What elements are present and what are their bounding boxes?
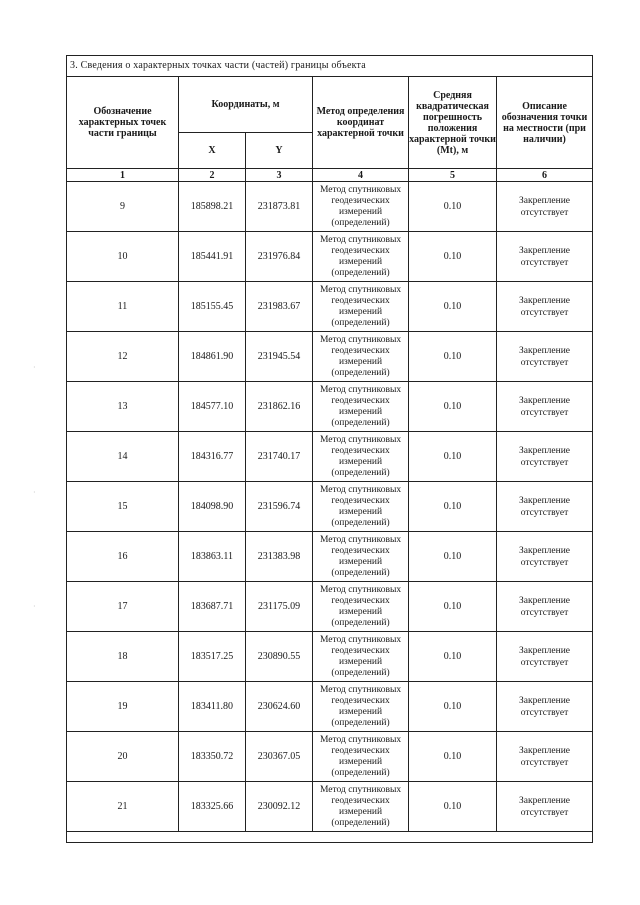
description-cell [497, 782, 593, 832]
coordinate-x: 183411.80 [179, 682, 246, 732]
method-line: измерений [338, 206, 383, 217]
method-line: (определений) [331, 717, 390, 728]
description-line: отсутствует [520, 657, 569, 668]
error-value: 0.10 [409, 282, 497, 332]
point-number: 17 [67, 582, 179, 632]
column-number: 5 [409, 169, 497, 182]
description-cell [497, 332, 593, 382]
coordinate-y: 231862.16 [246, 382, 313, 432]
method-line: Метод спутниковых [319, 734, 402, 745]
coordinate-y: 231175.09 [246, 582, 313, 632]
table-row [67, 232, 593, 282]
method-line: измерений [338, 306, 383, 317]
description-cell [497, 232, 593, 282]
table-row [67, 732, 593, 782]
description-line: Закрепление [519, 595, 570, 606]
error-value: 0.10 [409, 182, 497, 232]
coordinate-x: 185441.91 [179, 232, 246, 282]
error-value: 0.10 [409, 382, 497, 432]
error-value: 0.10 [409, 432, 497, 482]
method-line: измерений [338, 456, 383, 467]
method-line: (определений) [331, 617, 390, 628]
method-line: геодезических [331, 445, 390, 456]
method-cell [313, 432, 409, 482]
point-number: 21 [67, 782, 179, 832]
method-cell [313, 532, 409, 582]
coordinate-y: 231873.81 [246, 182, 313, 232]
coordinate-y: 231945.54 [246, 332, 313, 382]
description-cell [497, 182, 593, 232]
method-cell [313, 382, 409, 432]
error-value: 0.10 [409, 532, 497, 582]
method-cell [313, 782, 409, 832]
table-row [67, 782, 593, 832]
method-line: геодезических [331, 695, 390, 706]
method-line: (определений) [331, 767, 390, 778]
scan-mark: · [33, 363, 36, 372]
method-line: (определений) [331, 367, 390, 378]
column-number: 6 [497, 169, 593, 182]
description-line: Закрепление [519, 695, 570, 706]
point-number: 13 [67, 382, 179, 432]
coordinate-x: 185155.45 [179, 282, 246, 332]
point-number: 20 [67, 732, 179, 782]
method-cell [313, 732, 409, 782]
method-cell [313, 282, 409, 332]
method-line: (определений) [331, 417, 390, 428]
method-line: (определений) [331, 317, 390, 328]
method-line: геодезических [331, 495, 390, 506]
method-line: (определений) [331, 517, 390, 528]
method-line: измерений [338, 656, 383, 667]
description-cell [497, 282, 593, 332]
coordinate-x: 183687.71 [179, 582, 246, 632]
method-line: Метод спутниковых [319, 584, 402, 595]
method-line: геодезических [331, 645, 390, 656]
table-row [67, 382, 593, 432]
method-line: Метод спутниковых [319, 634, 402, 645]
point-number: 15 [67, 482, 179, 532]
description-cell [497, 732, 593, 782]
coordinate-y: 230092.12 [246, 782, 313, 832]
method-line: (определений) [331, 467, 390, 478]
description-cell [497, 532, 593, 582]
description-line: отсутствует [520, 757, 569, 768]
method-line: Метод спутниковых [319, 234, 402, 245]
coordinate-x: 185898.21 [179, 182, 246, 232]
description-line: Закрепление [519, 345, 570, 356]
method-line: геодезических [331, 295, 390, 306]
table-row [67, 532, 593, 582]
coordinate-y: 230624.60 [246, 682, 313, 732]
point-number: 16 [67, 532, 179, 582]
table-body [67, 182, 593, 832]
description-line: отсутствует [520, 307, 569, 318]
coordinate-y: 231383.98 [246, 532, 313, 582]
table-row [67, 332, 593, 382]
description-line: отсутствует [520, 207, 569, 218]
header-x: X [179, 133, 246, 169]
method-line: измерений [338, 606, 383, 617]
table-row [67, 432, 593, 482]
error-value: 0.10 [409, 482, 497, 532]
description-line: Закрепление [519, 645, 570, 656]
header-method: Метод определения координат характерной точки [313, 77, 409, 169]
description-line: отсутствует [520, 607, 569, 618]
coordinate-x: 184098.90 [179, 482, 246, 532]
method-line: геодезических [331, 245, 390, 256]
table-row [67, 632, 593, 682]
description-line: отсутствует [520, 807, 569, 818]
method-line: (определений) [331, 567, 390, 578]
description-line: Закрепление [519, 445, 570, 456]
scan-mark: · [33, 602, 36, 611]
header-y: Y [246, 133, 313, 169]
description-line: отсутствует [520, 507, 569, 518]
method-cell [313, 332, 409, 382]
table-row [67, 482, 593, 532]
method-line: Метод спутниковых [319, 184, 402, 195]
description-line: отсутствует [520, 357, 569, 368]
coordinate-x: 184861.90 [179, 332, 246, 382]
description-line: Закрепление [519, 745, 570, 756]
point-number: 19 [67, 682, 179, 732]
point-number: 10 [67, 232, 179, 282]
error-value: 0.10 [409, 332, 497, 382]
scan-mark: · [33, 488, 36, 497]
description-cell [497, 432, 593, 482]
table-row [67, 282, 593, 332]
method-line: геодезических [331, 745, 390, 756]
description-line: Закрепление [519, 395, 570, 406]
method-line: геодезических [331, 395, 390, 406]
header-error: Средняя квадратическая погрешность положения характерной точки (Mt), м [409, 77, 497, 169]
method-line: измерений [338, 506, 383, 517]
method-line: (определений) [331, 267, 390, 278]
method-line: геодезических [331, 595, 390, 606]
description-cell [497, 382, 593, 432]
coordinate-x: 184316.77 [179, 432, 246, 482]
method-cell [313, 482, 409, 532]
description-line: Закрепление [519, 795, 570, 806]
boundary-points-table [66, 76, 593, 832]
method-line: Метод спутниковых [319, 284, 402, 295]
coordinate-x: 183350.72 [179, 732, 246, 782]
table-row [67, 682, 593, 732]
method-line: Метод спутниковых [319, 484, 402, 495]
description-line: Закрепление [519, 295, 570, 306]
method-cell [313, 632, 409, 682]
method-line: (определений) [331, 217, 390, 228]
method-line: измерений [338, 806, 383, 817]
description-line: отсутствует [520, 707, 569, 718]
method-line: измерений [338, 356, 383, 367]
method-line: геодезических [331, 545, 390, 556]
coordinate-y: 231983.67 [246, 282, 313, 332]
method-line: геодезических [331, 795, 390, 806]
column-number: 3 [246, 169, 313, 182]
error-value: 0.10 [409, 732, 497, 782]
point-number: 14 [67, 432, 179, 482]
header-point: Обозначение характерных точек части границы [67, 77, 179, 169]
method-line: Метод спутниковых [319, 684, 402, 695]
coordinate-x: 184577.10 [179, 382, 246, 432]
method-line: Метод спутниковых [319, 334, 402, 345]
header-description: Описание обозначения точки на местности (при наличии) [497, 77, 593, 169]
description-line: Закрепление [519, 195, 570, 206]
column-number: 4 [313, 169, 409, 182]
method-line: Метод спутниковых [319, 534, 402, 545]
method-line: Метод спутниковых [319, 784, 402, 795]
error-value: 0.10 [409, 582, 497, 632]
coordinate-x: 183863.11 [179, 532, 246, 582]
method-line: измерений [338, 256, 383, 267]
method-cell [313, 182, 409, 232]
method-line: (определений) [331, 817, 390, 828]
method-line: измерений [338, 556, 383, 567]
description-line: отсутствует [520, 407, 569, 418]
method-cell [313, 582, 409, 632]
coordinate-x: 183517.25 [179, 632, 246, 682]
description-cell [497, 582, 593, 632]
table-row [67, 582, 593, 632]
coordinate-y: 231596.74 [246, 482, 313, 532]
error-value: 0.10 [409, 232, 497, 282]
method-line: (определений) [331, 667, 390, 678]
method-line: геодезических [331, 345, 390, 356]
coordinate-y: 230890.55 [246, 632, 313, 682]
description-line: отсутствует [520, 557, 569, 568]
method-line: измерений [338, 756, 383, 767]
error-value: 0.10 [409, 782, 497, 832]
description-cell [497, 682, 593, 732]
coordinate-x: 183325.66 [179, 782, 246, 832]
coordinate-y: 230367.05 [246, 732, 313, 782]
point-number: 18 [67, 632, 179, 682]
point-number: 11 [67, 282, 179, 332]
description-cell [497, 632, 593, 682]
point-number: 12 [67, 332, 179, 382]
description-line: Закрепление [519, 245, 570, 256]
method-cell [313, 232, 409, 282]
method-cell [313, 682, 409, 732]
header-coordinates: Координаты, м [179, 77, 313, 133]
description-line: Закрепление [519, 545, 570, 556]
method-line: измерений [338, 706, 383, 717]
table-row [67, 182, 593, 232]
description-line: отсутствует [520, 257, 569, 268]
section-title: 3. Сведения о характерных точках части (частей) границы объекта [70, 60, 366, 71]
error-value: 0.10 [409, 682, 497, 732]
column-number: 2 [179, 169, 246, 182]
coordinate-y: 231976.84 [246, 232, 313, 282]
method-line: Метод спутниковых [319, 384, 402, 395]
method-line: геодезических [331, 195, 390, 206]
column-number: 1 [67, 169, 179, 182]
point-number: 9 [67, 182, 179, 232]
method-line: измерений [338, 406, 383, 417]
method-line: Метод спутниковых [319, 434, 402, 445]
description-line: отсутствует [520, 457, 569, 468]
description-line: Закрепление [519, 495, 570, 506]
description-cell [497, 482, 593, 532]
coordinate-y: 231740.17 [246, 432, 313, 482]
error-value: 0.10 [409, 632, 497, 682]
